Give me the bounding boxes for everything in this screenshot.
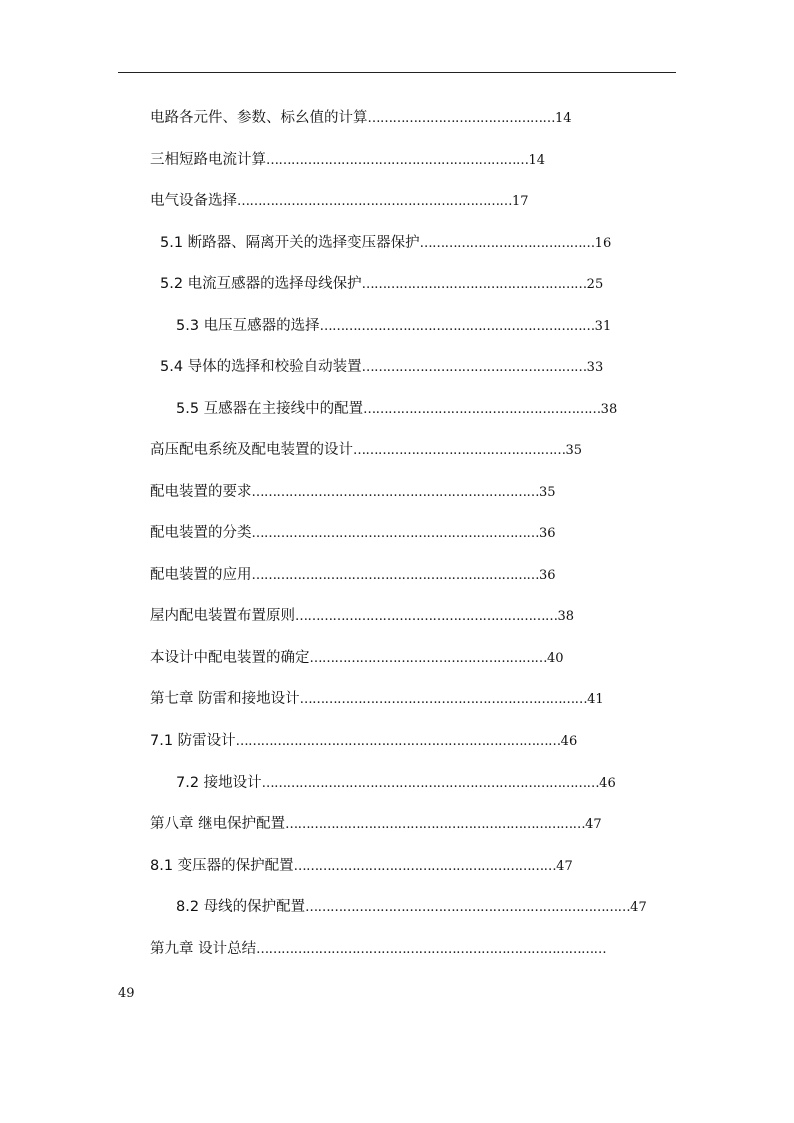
toc-leader-dots: ……………………………………………………… bbox=[295, 609, 558, 624]
toc-leader-dots: …………………………………………………………………… bbox=[305, 900, 631, 915]
toc-leader-dots: …………………………………………………………… bbox=[251, 526, 539, 541]
toc-entry-title: 7.1 防雷设计 bbox=[150, 733, 236, 749]
toc-entry-title: 第九章 设计总结 bbox=[150, 941, 257, 957]
toc-entry[interactable] bbox=[176, 897, 647, 918]
toc-page-number: 46 bbox=[599, 776, 616, 791]
toc-page-number: 25 bbox=[586, 277, 604, 292]
page-number: 49 bbox=[118, 986, 135, 1001]
toc-leader-dots: ……………………………………………………………… bbox=[285, 817, 586, 832]
toc-leader-dots: ………………………………………………………………………… bbox=[256, 942, 607, 957]
toc-page-number: 36 bbox=[539, 526, 556, 541]
toc-entry-title: 5.3 电压互感器的选择 bbox=[176, 318, 320, 334]
toc-leader-dots: ……………………………………… bbox=[367, 111, 555, 126]
toc-entry[interactable] bbox=[176, 399, 617, 420]
toc-page-number: 35 bbox=[565, 443, 583, 458]
toc-page-number: 47 bbox=[556, 859, 573, 874]
toc-entry-title: 高压配电系统及配电装置的设计 bbox=[150, 442, 353, 458]
toc-entry-title: 第七章 防雷和接地设计 bbox=[150, 691, 300, 707]
toc-leader-dots: ……………………………………………… bbox=[361, 277, 587, 292]
toc-entry-title: 5.5 互感器在主接线中的配置 bbox=[176, 401, 364, 417]
toc-leader-dots: …………………………………………………………………… bbox=[235, 734, 561, 749]
toc-leader-dots: ………………………………………………… bbox=[363, 402, 601, 417]
toc-entry[interactable] bbox=[160, 233, 611, 254]
toc-leader-dots: …………………………………… bbox=[419, 236, 595, 251]
toc-page-number: 41 bbox=[587, 692, 604, 707]
toc-entry-title: 屋内配电装置布置原则 bbox=[150, 608, 295, 624]
toc-page-number: 38 bbox=[557, 609, 575, 624]
toc-leader-dots: …………………………………………………………… bbox=[299, 692, 588, 707]
toc-entry-title: 8.1 变压器的保护配置 bbox=[150, 858, 294, 874]
toc-leader-dots: ………………………………………………………… bbox=[319, 319, 595, 334]
toc-page-number: 14 bbox=[528, 153, 546, 168]
toc-page-number: 35 bbox=[539, 485, 556, 500]
toc-page-number: 38 bbox=[600, 402, 618, 417]
toc-entry[interactable] bbox=[150, 856, 573, 877]
toc-page-number: 16 bbox=[594, 236, 612, 251]
toc-entry[interactable] bbox=[150, 565, 556, 586]
toc-leader-dots: …………………………………………………………… bbox=[251, 568, 539, 583]
toc-entry-title: 7.2 接地设计 bbox=[176, 775, 262, 791]
toc-entry[interactable] bbox=[150, 191, 529, 212]
toc-entry[interactable] bbox=[150, 689, 604, 710]
toc-page-number: 36 bbox=[539, 568, 556, 583]
toc-entry[interactable] bbox=[150, 482, 556, 503]
toc-entry-title: 电路各元件、参数、标幺值的计算 bbox=[150, 110, 368, 126]
toc-page-number: 33 bbox=[586, 360, 604, 375]
toc-entry-title: 5.2 电流互感器的选择母线保护 bbox=[160, 276, 362, 292]
toc-entry[interactable] bbox=[150, 108, 572, 129]
toc-entry-title: 5.1 断路器、隔离开关的选择变压器保护 bbox=[160, 235, 420, 251]
toc-leader-dots: ………………………………………………………… bbox=[237, 194, 512, 209]
toc-page-number: 46 bbox=[560, 734, 578, 749]
toc-entry[interactable] bbox=[176, 773, 616, 794]
toc-entry-title: 配电装置的应用 bbox=[150, 567, 252, 583]
toc-page-number: 47 bbox=[585, 817, 602, 832]
header-rule bbox=[118, 72, 676, 73]
toc-page-number: 40 bbox=[547, 651, 564, 666]
toc-entry[interactable] bbox=[150, 648, 564, 669]
toc-entry[interactable] bbox=[150, 814, 602, 835]
toc-entry-title: 电气设备选择 bbox=[150, 193, 237, 209]
toc-entry[interactable] bbox=[150, 606, 574, 627]
toc-entry[interactable] bbox=[150, 440, 582, 461]
toc-leader-dots: ……………………………………………………………………… bbox=[261, 776, 600, 791]
toc-leader-dots: ………………………………………………… bbox=[309, 651, 547, 666]
toc-page-number: 14 bbox=[555, 111, 572, 126]
toc-entry[interactable] bbox=[160, 274, 603, 295]
toc-page-number: 47 bbox=[630, 900, 647, 915]
toc-entry[interactable] bbox=[150, 731, 577, 752]
toc-leader-dots: …………………………………………………………… bbox=[251, 485, 539, 500]
toc-leader-dots: ……………………………………………………… bbox=[293, 859, 557, 874]
toc-entry-title: 配电装置的分类 bbox=[150, 525, 252, 541]
toc-entry[interactable] bbox=[176, 316, 611, 337]
toc-entry-title: 三相短路电流计算 bbox=[150, 152, 266, 168]
toc-leader-dots: ……………………………………………… bbox=[361, 360, 587, 375]
toc-leader-dots: ……………………………………………………… bbox=[266, 153, 529, 168]
toc-entry-title: 配电装置的要求 bbox=[150, 484, 252, 500]
toc-page-number: 17 bbox=[512, 194, 529, 209]
toc-entry[interactable] bbox=[150, 939, 606, 960]
toc-entry[interactable] bbox=[160, 357, 603, 378]
toc-entry-title: 5.4 导体的选择和校验自动装置 bbox=[160, 359, 362, 375]
toc-entry[interactable] bbox=[150, 523, 556, 544]
toc-page-number: 31 bbox=[594, 319, 612, 334]
toc-entry-title: 本设计中配电装置的确定 bbox=[150, 650, 310, 666]
toc-entry-title: 第八章 继电保护配置 bbox=[150, 816, 286, 832]
toc-entry[interactable] bbox=[150, 150, 545, 171]
toc-leader-dots: …………………………………………… bbox=[353, 443, 566, 458]
toc-entry-title: 8.2 母线的保护配置 bbox=[176, 899, 306, 915]
